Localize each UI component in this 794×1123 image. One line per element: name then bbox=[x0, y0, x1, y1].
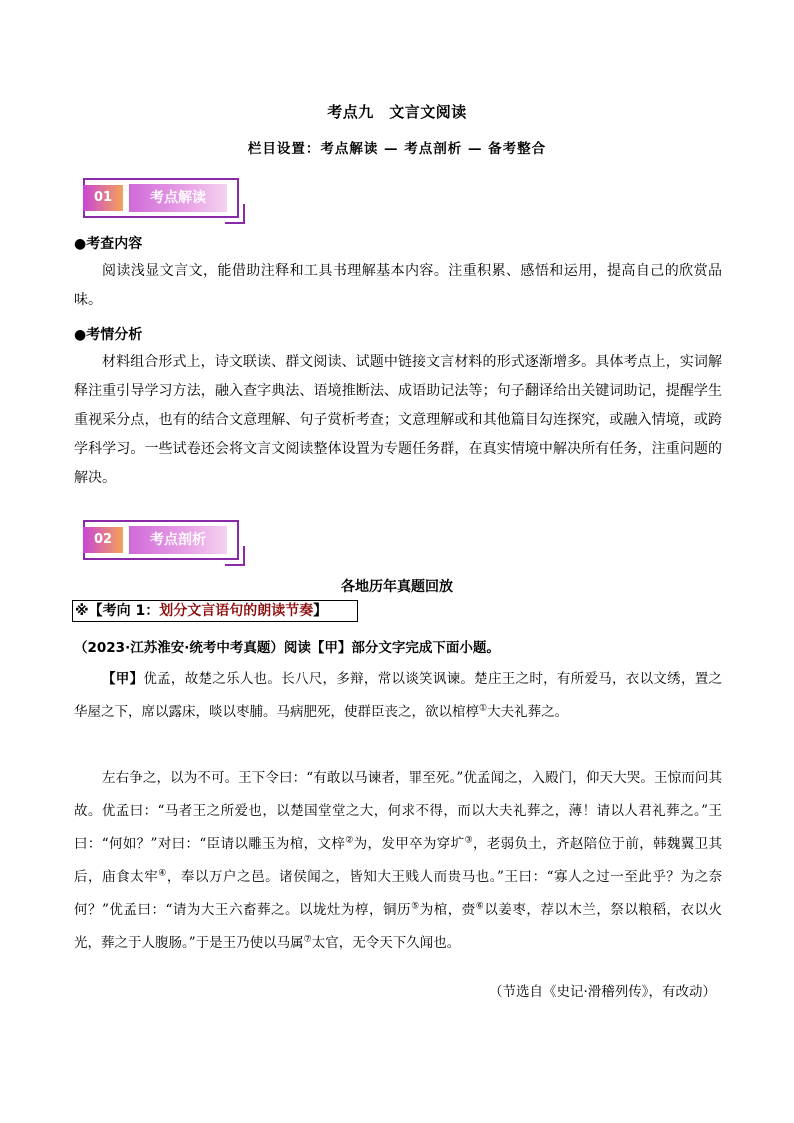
passage-paragraph-1 bbox=[74, 663, 722, 729]
badge-number: 01 bbox=[83, 185, 123, 211]
page-title: 考点九 文言文阅读 bbox=[327, 103, 467, 121]
footnote-mark: ⑥ bbox=[475, 901, 485, 912]
section-badge-2 bbox=[80, 520, 250, 560]
passage-paragraph-2 bbox=[74, 762, 722, 960]
topic-box bbox=[72, 600, 358, 622]
section-badge-1 bbox=[80, 178, 250, 218]
footnote-mark: ⑦ bbox=[303, 934, 312, 945]
review-heading: 各地历年真题回放 bbox=[341, 579, 453, 595]
topic-prefix: ※【考向 1： bbox=[75, 603, 160, 619]
badge-label: 考点解读 bbox=[128, 183, 228, 213]
passage-source: （节选自《史记·滑稽列传》，有改动） bbox=[488, 984, 716, 1000]
section-heading-content: ●考查内容 bbox=[74, 236, 143, 252]
passage-text: 左右争之，以为不可。王下令曰：“有敢以马谏者，罪至死。”优孟闻之，入殿门，仰天大哭。王惊而问其故。优孟曰：“马者王之所爱也，以楚国堂堂之大，何求不得，而以大夫礼葬之，薄！请以人君礼葬之。”王曰：“何如？”对曰：“臣请以雕玉为棺，文梓 bbox=[74, 770, 722, 852]
section-text-analysis: 材料组合形式上，诗文联读、群文阅读、试题中链接文言材料的形式逐渐增多。具体考点上，实词解释注重引导学习方法，融入查字典法、语境推断法、成语助记法等；句子翻译给出关键词助记，提醒学生重视采分点，也有的结合文意理解、句子赏析考查；文意理解或和其他篇目勾连探究，或融入情境，或跨学科学习。一些试卷还会将文言文阅读整体设置为专题任务群，在真实情境中解决所有任务，注重问题的解决。 bbox=[74, 354, 722, 486]
passage-label: 【甲】 bbox=[102, 671, 144, 687]
badge-number: 02 bbox=[83, 527, 123, 553]
passage-text: ，老弱负土，齐赵陪位于前，韩魏翼卫其后，庙食太牢 bbox=[74, 836, 723, 885]
topic-suffix: 】 bbox=[313, 603, 328, 619]
badge-label: 考点剖析 bbox=[128, 525, 228, 555]
passage-text: 为，发甲卒为穿圹 bbox=[353, 836, 465, 852]
passage-text: 太官，无令天下久闻也。 bbox=[311, 935, 461, 951]
footnote-mark: ① bbox=[479, 703, 488, 714]
page-subtitle: 栏目设置：考点解读 — 考点剖析 — 备考整合 bbox=[247, 141, 547, 157]
section-heading-analysis: ●考情分析 bbox=[74, 327, 143, 343]
topic-highlight: 划分文言语句的朗读节奏 bbox=[159, 603, 314, 619]
passage-text: 优孟，故楚之乐人也。长八尺，多辩，常以谈笑讽谏。楚庄王之时，有所爱马，衣以文绣，置之华屋之下，席以露床，啖以枣脯。马病肥死，使群臣丧之，欲以棺椁 bbox=[74, 671, 723, 720]
footnote-mark: ⑤ bbox=[411, 901, 420, 912]
question-intro: （2023·江苏淮安·统考中考真题）阅读【甲】部分文字完成下面小题。 bbox=[74, 640, 500, 656]
passage-text: 为棺，赍 bbox=[419, 902, 476, 918]
passage-text: 大夫礼葬之。 bbox=[487, 704, 569, 720]
passage-text: ，奉以万户之邑。诸侯闻之，皆知大王贱人而贵马也。”王曰：“寡人之过一至此乎？为之奈何？”优孟曰：“请为大王六畜葬之。以垅灶为椁，铜历 bbox=[74, 869, 722, 918]
footnote-mark: ③ bbox=[464, 835, 473, 846]
footnote-mark: ④ bbox=[158, 868, 167, 879]
footnote-mark: ② bbox=[345, 835, 354, 846]
section-text-content: 阅读浅显文言文，能借助注释和工具书理解基本内容。注重积累、感悟和运用，提高自己的欣赏品味。 bbox=[74, 263, 722, 308]
passage-text: 以姜枣，荐以木兰，祭以粮稻，衣以火光，葬之于人腹肠。”于是王乃使以马属 bbox=[74, 902, 723, 951]
